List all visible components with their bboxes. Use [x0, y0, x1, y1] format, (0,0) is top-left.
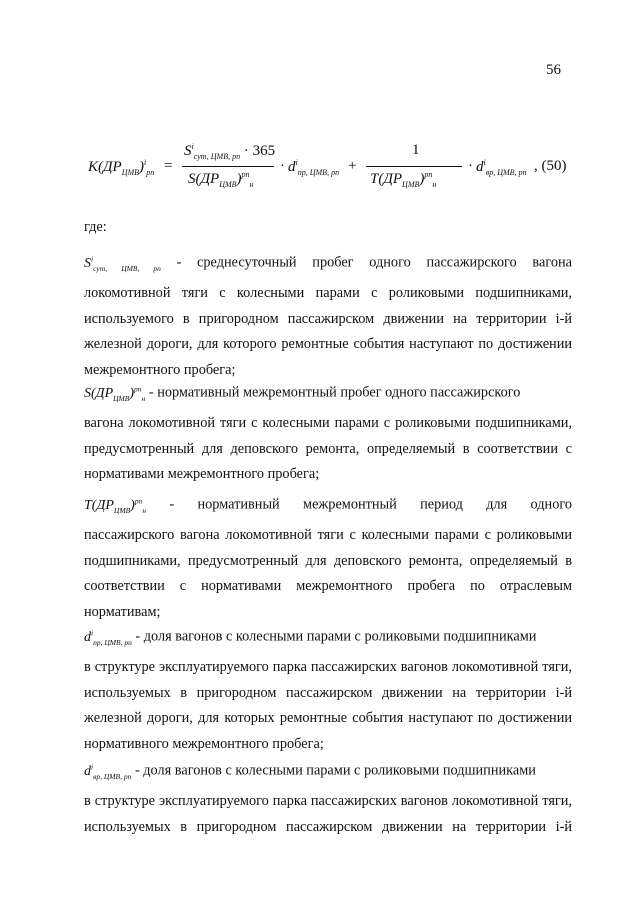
definition-line: предусмотренный для деповского ремонта, определяемый в соответствии с	[84, 440, 572, 457]
definition-5	[84, 754, 572, 840]
fraction2-numerator: 1	[412, 142, 420, 158]
definition-line: локомотивной тяги с колесными парами с роликовыми подшипниками,	[84, 285, 572, 302]
definition-symbol: $T(ДР_{ЦМВ})^{рп}_н$	[84, 496, 147, 515]
formula-mult1: ·	[280, 158, 285, 174]
fraction2-line	[366, 166, 462, 167]
page-number: 56	[546, 62, 561, 78]
formula-50	[88, 138, 567, 202]
definition-line: $S^i_{сут, ЦМВ, рп}$ - среднесуточный пробег одного пассажирского вагона	[84, 254, 572, 273]
definition-line: $d^i_{вр, ЦМВ, рп}$ - доля вагонов с колесными парами с роликовыми подшипниками	[84, 762, 536, 781]
formula-d1: $d^i_{пр, ЦМВ, рп}$	[288, 158, 340, 177]
definition-line: нормативного межремонтного пробега;	[84, 735, 324, 752]
formula-equals: =	[164, 158, 173, 174]
definition-3	[84, 488, 572, 625]
definition-line: в структуре эксплуатируемого парка пассажирских вагонов локомотивной тяги,	[84, 793, 572, 810]
formula-number: , (50)	[534, 158, 567, 174]
definition-line: нормативами межремонтного пробега;	[84, 466, 320, 483]
definition-symbol: $d^i_{пр, ЦМВ, рп}$	[84, 628, 132, 647]
fraction1-line	[182, 166, 274, 167]
definition-line: используемого в пригородном пассажирском движении на территории i-й	[84, 310, 572, 327]
formula-d2: $d^i_{вр, ЦМВ, рп}$	[476, 158, 527, 177]
definition-line: соответствии с нормативами межремонтного пробега по отраслевым	[84, 578, 572, 595]
definition-line: $S(ДР_{ЦМВ})^{рп}_н$ - нормативный межремонтный пробег одного пассажирского	[84, 384, 521, 403]
definition-line: используемых в пригородном пассажирском движении на территории i-й	[84, 818, 572, 835]
fraction1-numerator: $S^i_{сут, ЦМВ, рп} \cdot 365$	[184, 142, 276, 161]
definition-line: $T(ДР_{ЦМВ})^{рп}_н$ - нормативный межремонтный период для одного	[84, 496, 573, 515]
definition-line: межремонтного пробега;	[84, 361, 236, 378]
definition-line: железной дороги, для которого ремонтные события наступают по достижении	[84, 336, 572, 353]
definition-line: подшипниками, предусмотренный для деповского ремонта, определяемый в	[84, 552, 572, 569]
definition-symbol: $S(ДР_{ЦМВ})^{рп}_н$	[84, 384, 146, 403]
definition-line: вагона локомотивной тяги с колесными парами с роликовыми подшипниками,	[84, 415, 572, 432]
definition-4	[84, 620, 572, 757]
definition-symbol: $d^i_{вр, ЦМВ, рп}$	[84, 762, 132, 781]
definition-line: используемых в пригородном пассажирском движении на территории i-й	[84, 684, 572, 701]
definition-line: нормативам;	[84, 603, 161, 620]
formula-lhs: $K(ДР_{ЦМВ})^i_{рп}$	[88, 158, 155, 177]
definition-1	[84, 246, 572, 383]
definition-2	[84, 376, 572, 488]
definition-line: $d^i_{пр, ЦМВ, рп}$ - доля вагонов с колесными парами с роликовыми подшипниками	[84, 628, 537, 647]
formula-plus: +	[348, 158, 357, 174]
where-label: где:	[84, 219, 107, 235]
definition-line: железной дороги, для которых ремонтные события наступают по достижении	[84, 710, 572, 727]
formula-mult2: ·	[468, 158, 473, 174]
definition-line: в структуре эксплуатируемого парка пассажирских вагонов локомотивной тяги,	[84, 659, 572, 676]
definition-line: пассажирского вагона локомотивной тяги с колесными парами с роликовыми	[84, 527, 572, 544]
fraction1-denominator: $S(ДР_{ЦМВ})^{рп}_н$	[188, 170, 254, 189]
fraction2-denominator: $T(ДР_{ЦМВ})^{рп}_н$	[370, 170, 437, 189]
definition-symbol: $S^i_{сут, ЦМВ, рп}$	[84, 254, 161, 273]
